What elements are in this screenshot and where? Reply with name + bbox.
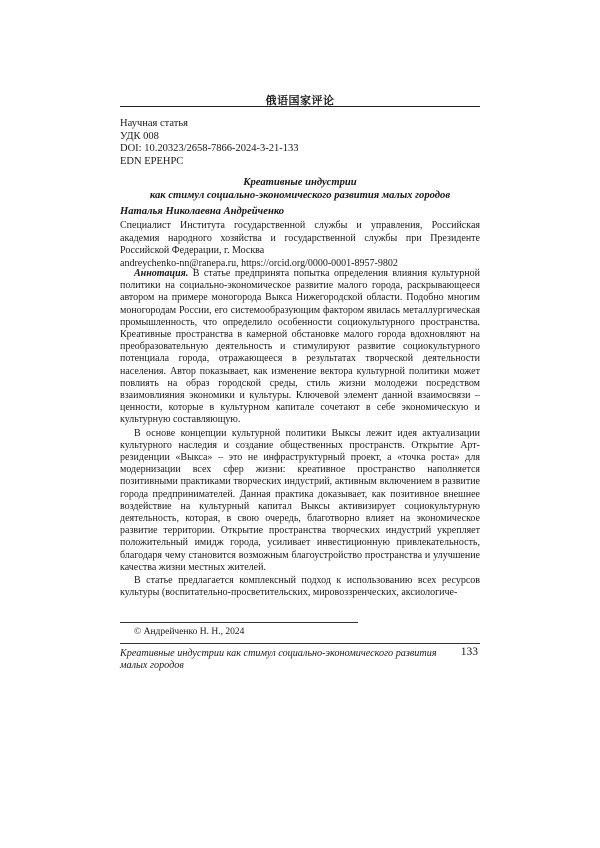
author-contact: andreychenko-nn@ranepa.ru, https://orcid.org/0000-0001-8957-9802 [120, 257, 398, 269]
edn-code: EDN EPEHPC [120, 155, 184, 167]
footer-divider [120, 643, 480, 644]
title-line-2: как стимул социально-экономического развития малых городов [149, 190, 451, 201]
udc-code: УДК 008 [120, 130, 159, 142]
author-block [120, 206, 480, 270]
header-divider [120, 106, 480, 107]
abstract-paragraph-2: В основе концепции культурной политики Выксы лежит идея актуализации культурного наследия и создание общественных пространств. Открытие Арт-резиденции «Выкса» – это не инфраструктурный проект, а «точка роста» для модернизации всех сфер жизни: креативное пространство наполняется позитивными практиками творческих индустрий, активным включением в развитие города предпринимателей. Данная практика доказывает, как позитивное внешнее воздействие на культурный капитал Выксы активизирует социокультурную деятельность, которая, в свою очередь, благотворно влияет на экономическое развитие территории. Открытие пространства творческих индустрий укрепляет положительный имидж города, усиливает инвестиционную привлекательность, благодаря чему становится возможным благоустройство пространства и улучшение качества жизни местных жителей. [120, 427, 480, 573]
author-affiliation: Специалист Института государственной службы и управления, Российская академия народного хозяйства и государственной службы при Президенте Российской Федерации, г. Москва [120, 220, 480, 257]
abstract-paragraph-3: В статье предлагается комплексный подход к использованию всех ресурсов культуры (воспитательно-просветительских, мировоззренческих, аксиологиче- [120, 575, 480, 599]
abstract-text-1: В статье предпринята попытка определения влияния культурной политики на социально-экономическое развитие малого города, раскрывающееся автором на примере моногорода Выкса Нижегородской области. Подобно многим моногородам России, его системообразующим фактором явилась металлургическая промышленность, что определило особенности социокультурного пространства. Креативные пространства в камерной обстановке малого города вдохновляют на преобразовательную деятельность и стимулируют развитие социокультурного потенциала города, отражающееся в результатах творческой деятельности населения. Автор показывает, как изменение вектора культурной политики может повлиять на образ городской среды, стиль жизни молодежи посредством взаимовлияния экономики и культуры. Ключевой элемент данной взаимосвязи – ценности, которые в культурном капитале сочетают в себе экономическую и культурную составляющую. [120, 268, 481, 426]
abstract-paragraph-1 [120, 268, 480, 427]
page-number: 133 [460, 646, 478, 658]
article-title [120, 176, 480, 202]
copyright-note: © Андрейченко Н. Н., 2024 [134, 627, 245, 637]
abstract-label: Аннотация. [134, 268, 189, 279]
journal-header: 俄语国家评论 [265, 94, 335, 107]
article-meta [120, 118, 480, 168]
title-line-1: Креативные индустрии [243, 177, 357, 188]
running-title: Креативные индустрии как стимул социально-экономического развития малых городов [120, 648, 437, 672]
author-name: Наталья Николаевна Андрейченко [120, 206, 285, 217]
abstract [120, 268, 480, 599]
footnote-divider [120, 622, 358, 623]
article-type: Научная статья [120, 118, 188, 129]
doi: DOI: 10.20323/2658-7866-2024-3-21-133 [120, 143, 299, 155]
